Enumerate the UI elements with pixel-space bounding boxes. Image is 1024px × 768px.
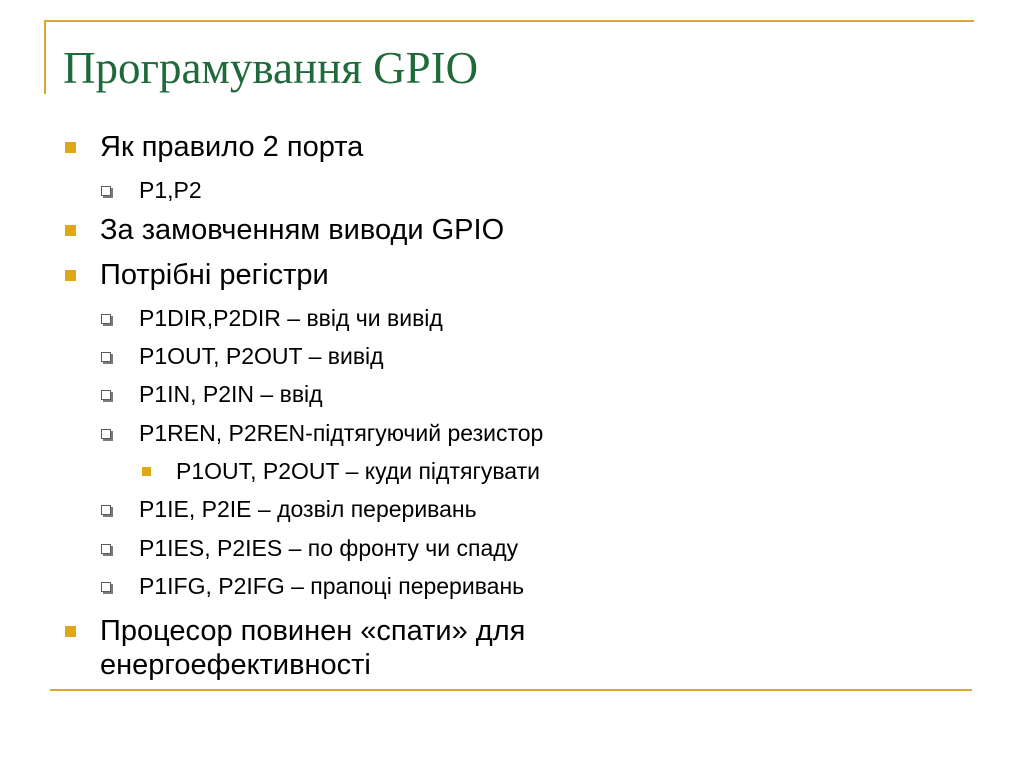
- sub-bullet-text: P1REN, P2REN-підтягуючий резистор: [139, 420, 544, 446]
- sub-bullet-text: P1IN, P2IN – ввід: [139, 381, 323, 407]
- hollow-square-bullet-icon: [101, 314, 111, 324]
- hollow-square-bullet-icon: [101, 544, 111, 554]
- hollow-square-bullet-icon: [101, 505, 111, 515]
- bullet-text: Потрібні регістри: [100, 259, 329, 291]
- bullet-text: Процесор повинен «спати» для: [100, 615, 526, 647]
- sub-bullet-text: P1IE, P2IE – дозвіл переривань: [139, 496, 477, 522]
- sub-bullet-text: P1OUT, P2OUT – вивід: [139, 343, 384, 369]
- bullet-text: енергоефективності: [100, 649, 371, 681]
- square-bullet-icon: [142, 467, 151, 476]
- hollow-square-bullet-icon: [101, 582, 111, 592]
- bullet-text: За замовченням виводи GPIO: [100, 214, 505, 246]
- square-bullet-icon: [65, 270, 76, 281]
- square-bullet-icon: [65, 142, 76, 153]
- bullet-text: Як правило 2 порта: [100, 131, 364, 163]
- hollow-square-bullet-icon: [101, 390, 111, 400]
- sub-bullet-text: P1IES, P2IES – по фронту чи спаду: [139, 535, 519, 561]
- sub-bullet-text: P1IFG, P2IFG – прапоці переривань: [139, 573, 525, 599]
- sub-sub-bullet-text: P1OUT, P2OUT – куди підтягувати: [176, 458, 540, 484]
- top-rule: [44, 20, 974, 22]
- hollow-square-bullet-icon: [101, 429, 111, 439]
- left-accent-rule: [44, 20, 46, 94]
- square-bullet-icon: [65, 225, 76, 236]
- sub-bullet-text: P1,P2: [139, 177, 202, 203]
- slide-title: Програмування GPIO: [63, 43, 479, 93]
- hollow-square-bullet-icon: [101, 352, 111, 362]
- hollow-square-bullet-icon: [101, 186, 111, 196]
- bottom-rule: [50, 689, 972, 691]
- sub-bullet-text: P1DIR,P2DIR – ввід чи вивід: [139, 305, 443, 331]
- square-bullet-icon: [65, 626, 76, 637]
